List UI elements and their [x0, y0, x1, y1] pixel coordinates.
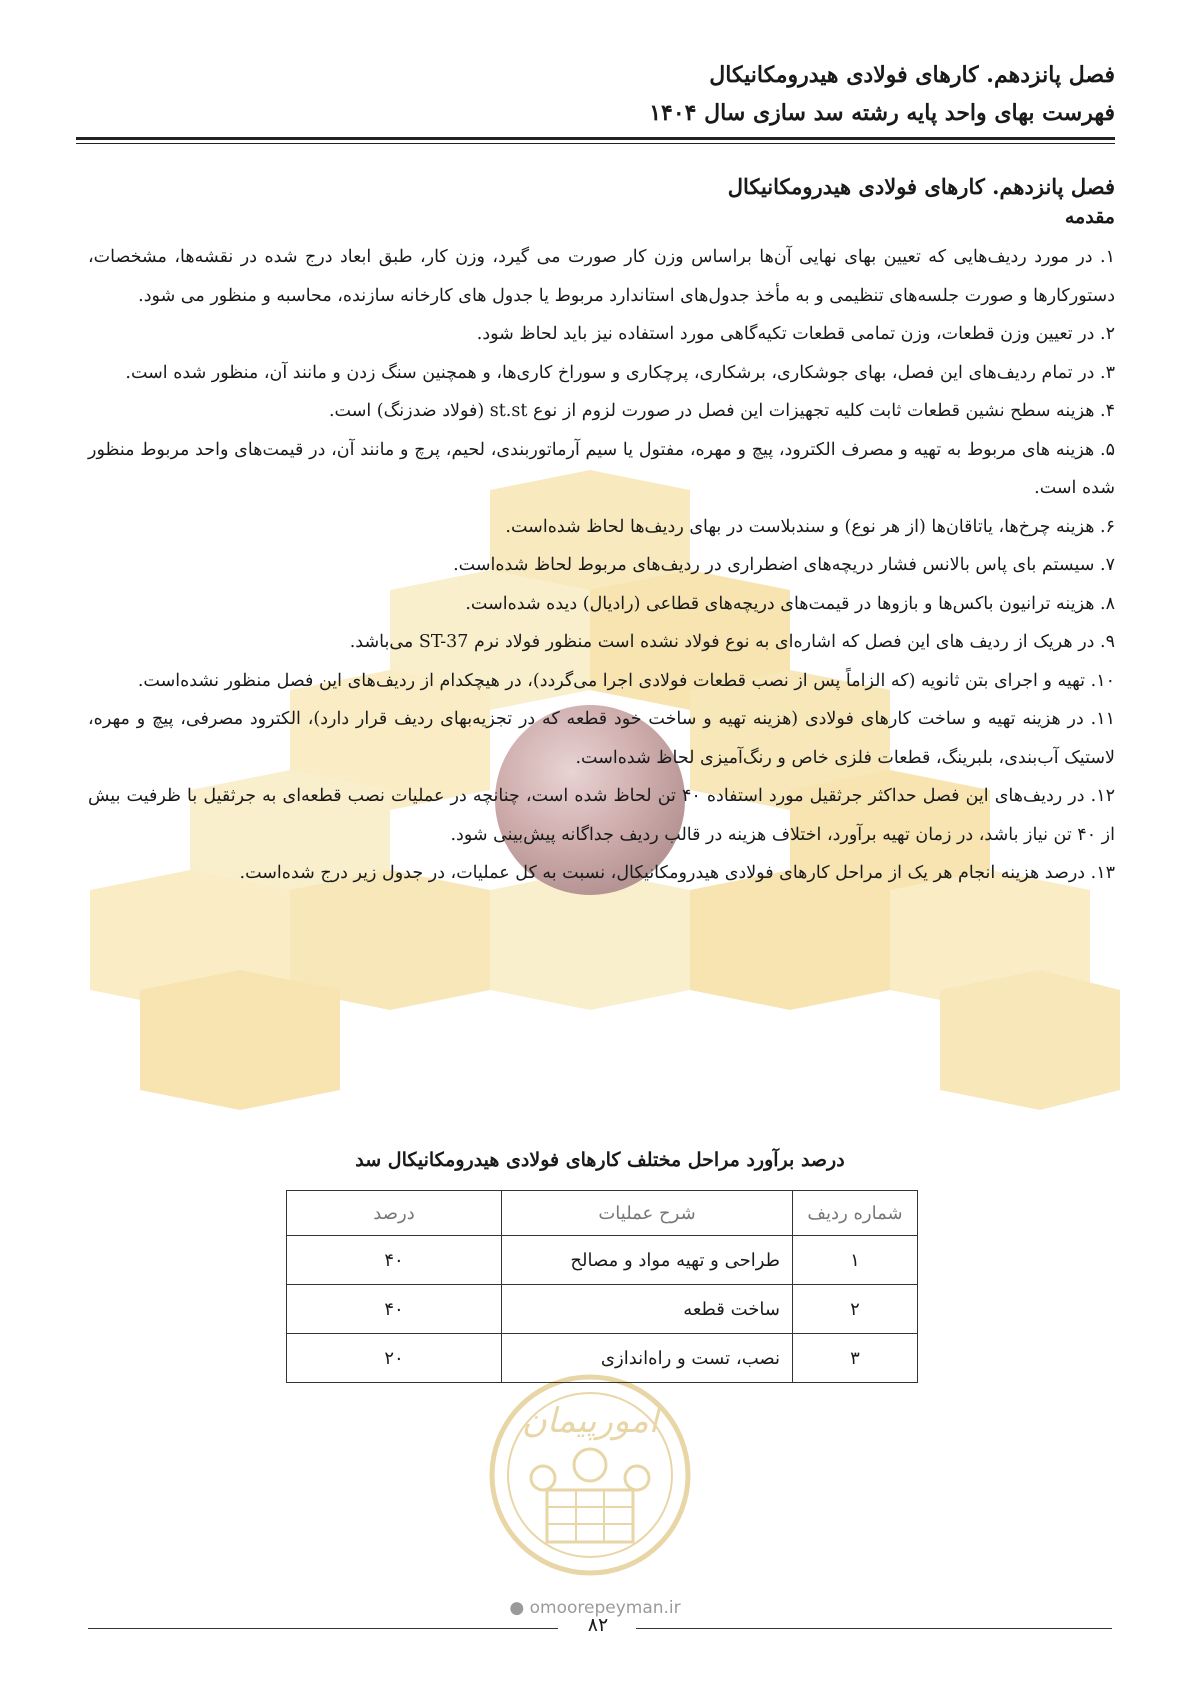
watermark-url-text: omoorepeyman.ir — [529, 1598, 681, 1618]
header-description: شرح عملیات — [502, 1191, 793, 1236]
paragraph-11: ۱۱. در هزینه تهیه و ساخت کارهای فولادی (هزینه تهیه و ساخت خود قطعه که در تجزیه‌بهای ردیف قرار دارد)، الکترود مصرفی، پیچ و مهره، لاستیک آب‌بندی، بلبرینگ، قطعات فلزی خاص و رنگ‌آمیزی لحاظ شده‌است. — [88, 709, 1115, 768]
paragraph-2: ۲. در تعیین وزن قطعات، وزن تمامی قطعات تکیه‌گاهی مورد استفاده نیز باید لحاظ شود. — [476, 324, 1115, 344]
cell-row-number: ۲ — [793, 1285, 918, 1334]
table-header-row — [287, 1191, 918, 1236]
cell-description: نصب، تست و راه‌اندازی — [502, 1334, 793, 1383]
paragraph-4: ۴. هزینه سطح نشین قطعات ثابت کلیه تجهیزات این فصل در صورت لزوم از نوع st.st (فولاد ضدزنگ) است. — [328, 401, 1115, 421]
cell-percent: ۴۰ — [287, 1285, 502, 1334]
cell-percent: ۲۰ — [287, 1334, 502, 1383]
page-number: ۸۲ — [587, 1614, 609, 1636]
paragraph-12: ۱۲. در ردیف‌های این فصل حداکثر جرثقیل مورد استفاده ۴۰ تن لحاظ شده است، چنانچه در عملیات نصب قطعه‌ای به جرثقیل با ظرفیت بیش از ۴۰ تن نیاز باشد، در زمان تهیه برآورد، اختلاف هزینه در قالب ردیف جداگانه پیش‌بینی شود. — [88, 786, 1115, 845]
cell-row-number: ۳ — [793, 1334, 918, 1383]
cell-row-number: ۱ — [793, 1236, 918, 1285]
header-list-title: فهرست بهای واحد پایه رشته سد سازی سال ۱۴۰۴ — [649, 100, 1115, 126]
paragraph-9: ۹. در هریک از ردیف های این فصل که اشاره‌ای به نوع فولاد نشده است منظور فولاد نرم ST-37 می‌باشد. — [349, 632, 1115, 652]
paragraph-13: ۱۳. درصد هزینه انجام هر یک از مراحل کارهای فولادی هیدرومکانیکال، نسبت به کل عملیات، در جدول زیر درج شده‌است. — [239, 863, 1115, 883]
paragraph-6: ۶. هزینه چرخ‌ها، یاتاقان‌ها (از هر نوع) و سندبلاست در بهای ردیف‌ها لحاظ شده‌است. — [505, 516, 1115, 537]
globe-icon: ● — [509, 1598, 525, 1618]
paragraph-7: ۷. سیستم بای پاس بالانس فشار دریچه‌های اضطراری در ردیف‌های مربوط لحاظ شده‌است. — [453, 555, 1115, 575]
cell-percent: ۴۰ — [287, 1236, 502, 1285]
table-row — [287, 1334, 918, 1383]
footer-rule-right — [636, 1628, 1112, 1629]
table-row — [287, 1236, 918, 1285]
paragraph-1: ۱. در مورد ردیف‌هایی که تعیین بهای نهایی آن‌ها براساس وزن کار صورت می گیرد، وزن کار، طبق ابعاد درج شده در نقشه‌ها، مشخصات، دستورکارها و صورت جلسه‌های تنظیمی و به مأخذ جدول‌های استاندارد مربوط یا جدول های کارخانه سازنده، محاسبه و منظور می شود. — [88, 247, 1115, 306]
footer-rule-left — [88, 1628, 558, 1629]
header-rule-thick — [76, 137, 1115, 140]
seal-text: امورپیمان — [521, 1401, 659, 1441]
header-chapter: فصل پانزدهم. کارهای فولادی هیدرومکانیکال — [709, 62, 1115, 88]
main-content — [88, 172, 1115, 893]
paragraph-10: ۱۰. تهیه و اجرای بتن ثانویه (که الزاماً پس از نصب قطعات فولادی اجرا می‌گردد)، در هیچکدام از ردیف‌های این فصل منظور نشده‌است. — [137, 670, 1115, 691]
paragraph-5: ۵. هزینه های مربوط به تهیه و مصرف الکترود، پیچ و مهره، مفتول یا سیم آرماتوربندی، لحیم، پرچ و مانند آن، در قیمت‌های واحد مربوط منظور شده است. — [88, 439, 1115, 498]
header-row-number: شماره ردیف — [793, 1191, 918, 1236]
table-caption: درصد برآورد مراحل مختلف کارهای فولادی هیدرومکانیکال سد — [355, 1149, 845, 1171]
operations-table — [286, 1190, 918, 1383]
cell-description: ساخت قطعه — [502, 1285, 793, 1334]
header-percent: درصد — [287, 1191, 502, 1236]
seal-watermark — [485, 1370, 695, 1580]
section-title: فصل پانزدهم. کارهای فولادی هیدرومکانیکال — [727, 174, 1115, 199]
table-row — [287, 1285, 918, 1334]
paragraph-3: ۳. در تمام ردیف‌های این فصل، بهای جوشکاری، برشکاری، پرچکاری و سوراخ کاری‌ها، و همچنین سنگ زدن و مانند آن، منظور شده است. — [125, 362, 1115, 383]
section-subtitle: مقدمه — [1064, 206, 1115, 228]
header-rule-thin — [76, 143, 1115, 144]
cell-description: طراحی و تهیه مواد و مصالح — [502, 1236, 793, 1285]
paragraph-8: ۸. هزینه ترانیون باکس‌ها و بازوها در قیمت‌های دریچه‌های قطاعی (رادیال) دیده شده‌است. — [465, 593, 1115, 614]
